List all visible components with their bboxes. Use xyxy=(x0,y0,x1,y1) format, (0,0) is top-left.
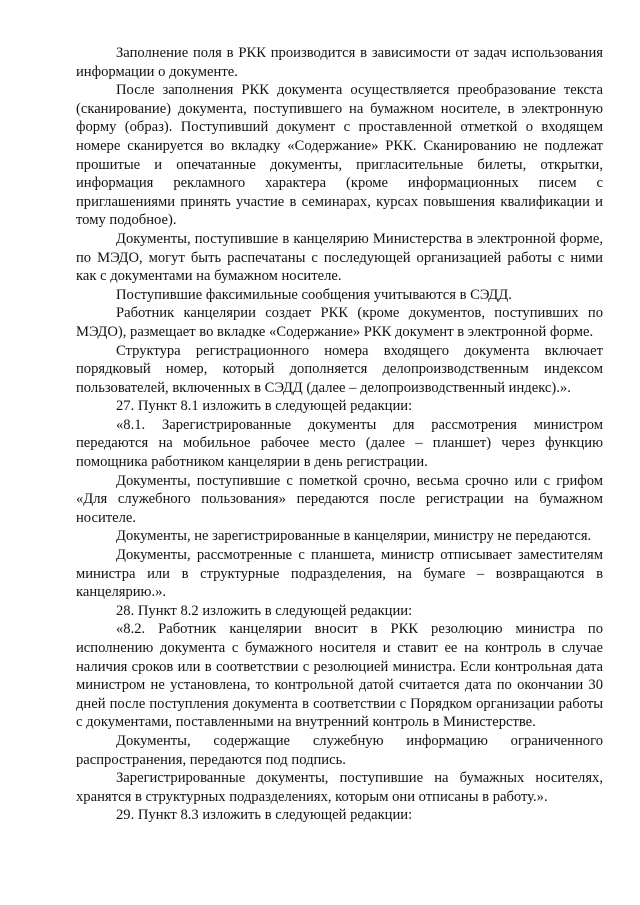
paragraph: Заполнение поля в РКК производится в зависимости от задач использования информации о документе. xyxy=(76,45,603,80)
paragraph: «8.1. Зарегистрированные документы для рассмотрения министром передаются на мобильное рабочее место (далее – планшет) через функцию помощника работником канцелярии в день регистрации. xyxy=(76,416,603,471)
paragraph: 28. Пункт 8.2 изложить в следующей редакции: xyxy=(116,602,413,619)
paragraph: Поступившие факсимильные сообщения учитываются в СЭДД. xyxy=(116,286,512,303)
paragraph: После заполнения РКК документа осуществляется преобразование текста (сканирование) документа, поступившего на бумажном носителе, в электронную форму (образ). Поступивший документ с проставленной отметкой о входящем номере сканируется во вкладку «Содержание» РКК. Сканированию не подлежат прошитые и опечатанные документы, пригласительные билеты, открытки, информация рекламного характера (кроме информационных писем с приглашениями принять участие в семинарах, курсах повышения квалификации и тому подобное). xyxy=(76,82,603,229)
paragraph: Документы, поступившие в канцелярию Министерства в электронной форме, по МЭДО, могут быть распечатаны с последующей организацией работы с ними как с документами на бумажном носителе. xyxy=(76,230,603,285)
paragraph: 29. Пункт 8.3 изложить в следующей редакции: xyxy=(116,807,413,824)
paragraph: Зарегистрированные документы, поступившие на бумажных носителях, хранятся в структурных подразделениях, которым они отписаны в работу.». xyxy=(76,770,603,805)
document-page xyxy=(76,44,603,825)
paragraph: Документы, содержащие служебную информацию ограниченного распространения, передаются под подпись. xyxy=(76,732,603,768)
paragraph: «8.2. Работник канцелярии вносит в РКК резолюцию министра по исполнению документа с бумажного носителя и ставит ее на контроль в случае наличия сроков или в соответствии с резолюцией министра. Если контрольная дата министром не установлена, то контрольной датой считается дата по окончании 30 дней после поступления документа в соответствии с Порядком организации работы с документами, поставленными на внутренний контроль в Министерстве. xyxy=(76,621,603,731)
paragraph: Документы, поступившие с пометкой срочно, весьма срочно или с грифом «Для служебного пользования» передаются после регистрации на бумажном носителе. xyxy=(76,472,603,526)
paragraph: 27. Пункт 8.1 изложить в следующей редакции: xyxy=(116,398,413,415)
paragraph: Документы, рассмотренные с планшета, министр отписывает заместителям министра или в структурные подразделения, на бумаге – возвращаются в канцелярию.». xyxy=(76,547,603,601)
paragraph: Структура регистрационного номера входящего документа включает порядковый номер, который дополняется делопроизводственным индексом пользователей, включенных в СЭДД (далее – делопроизводственный индекс).». xyxy=(76,342,603,396)
paragraph: Документы, не зарегистрированные в канцелярии, министру не передаются. xyxy=(116,528,592,545)
paragraph: Работник канцелярии создает РКК (кроме документов, поступивших по МЭДО), размещает во вкладке «Содержание» РКК документ в электронной форме. xyxy=(76,305,603,340)
